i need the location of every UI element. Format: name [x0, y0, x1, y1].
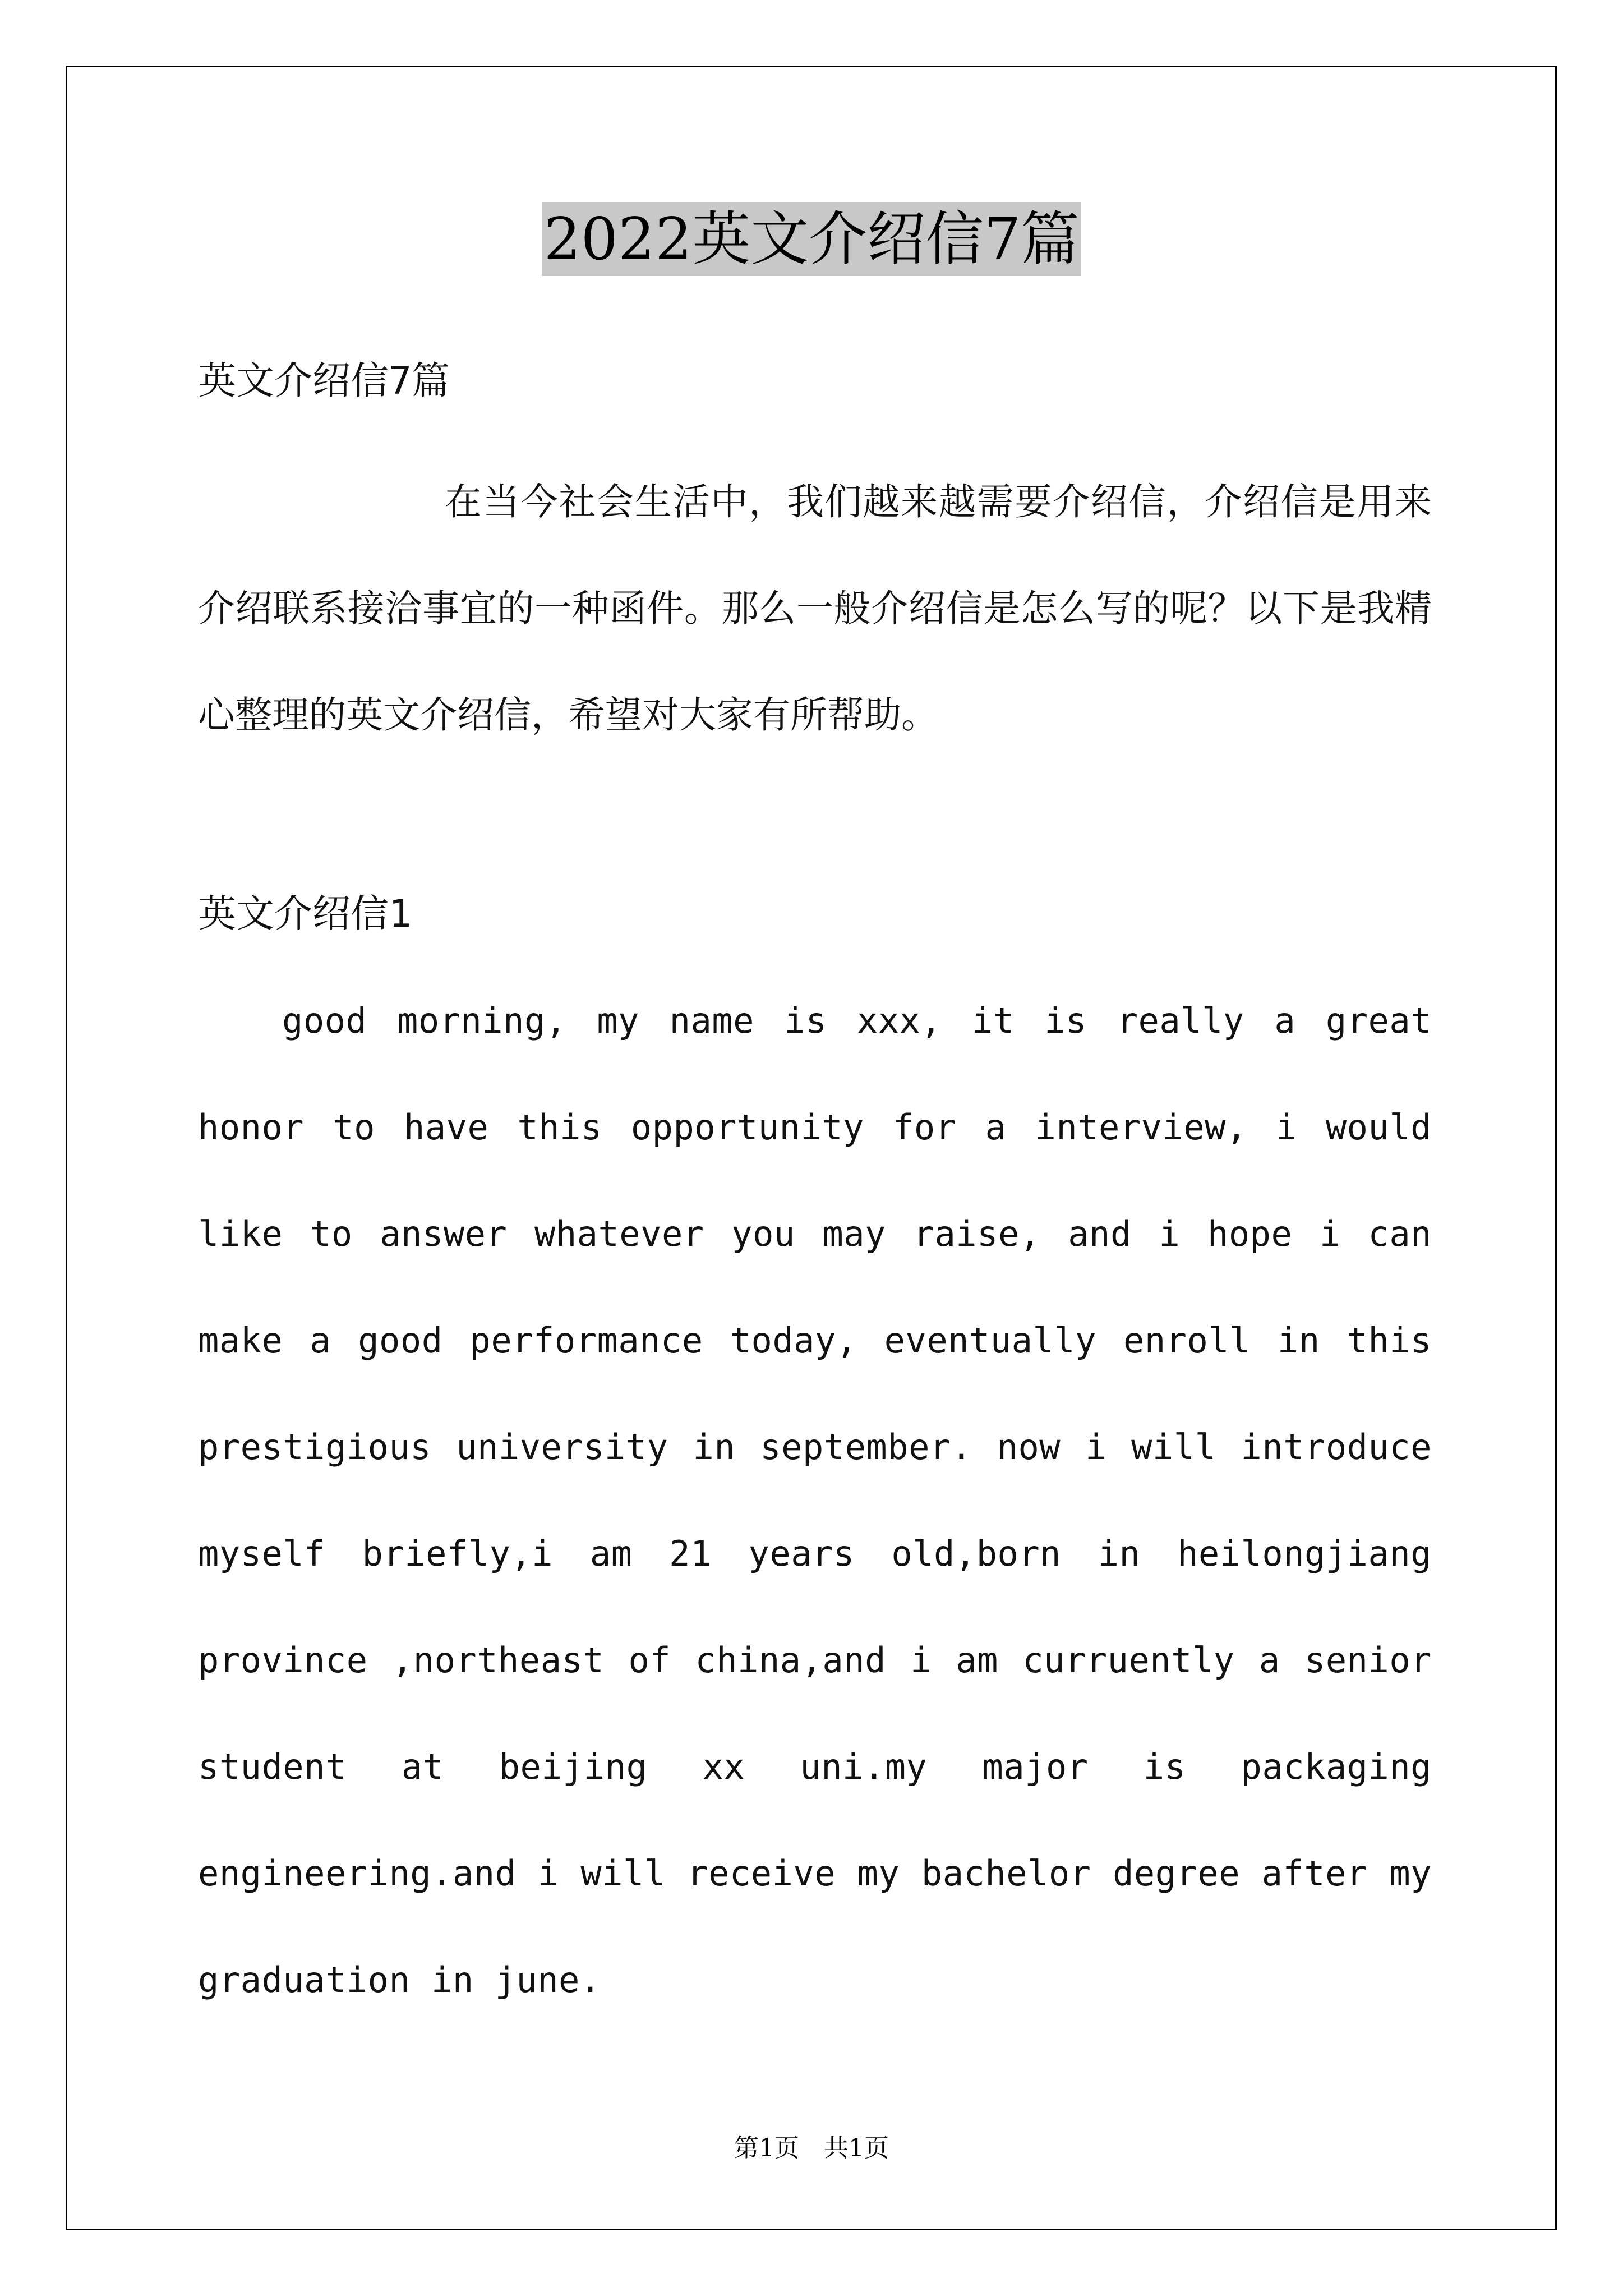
- letter-body-paragraph: good morning, my name is xxx, it is really a great honor to have this opportunity for a interview, i would like to answer whatever you may raise, and i hope i can make a good performance today, eventually enroll in this prestigious university in september. now i will introduce myself briefly,i am 21 years old,born in heilongjiang province ,northeast of china,and i am curruently a senior student at beijing xx uni.my major is packaging engineering.and i will receive my bachelor degree after my graduation in june.: [198, 1000, 1432, 2000]
- title-container: [0, 202, 1623, 276]
- document-title: 2022英文介绍信7篇: [542, 202, 1082, 276]
- document-subtitle: 英文介绍信7篇: [198, 359, 450, 403]
- intro-paragraph: 在当今社会生活中，我们越来越需要介绍信，介绍信是用来介绍联系接洽事宜的一种函件。那么一般介绍信是怎么写的呢？以下是我精心整理的英文介绍信，希望对大家有所帮助。: [198, 480, 1432, 737]
- section-heading: 英文介绍信1: [198, 892, 412, 936]
- page-footer: 第1页 共1页: [734, 2134, 889, 2162]
